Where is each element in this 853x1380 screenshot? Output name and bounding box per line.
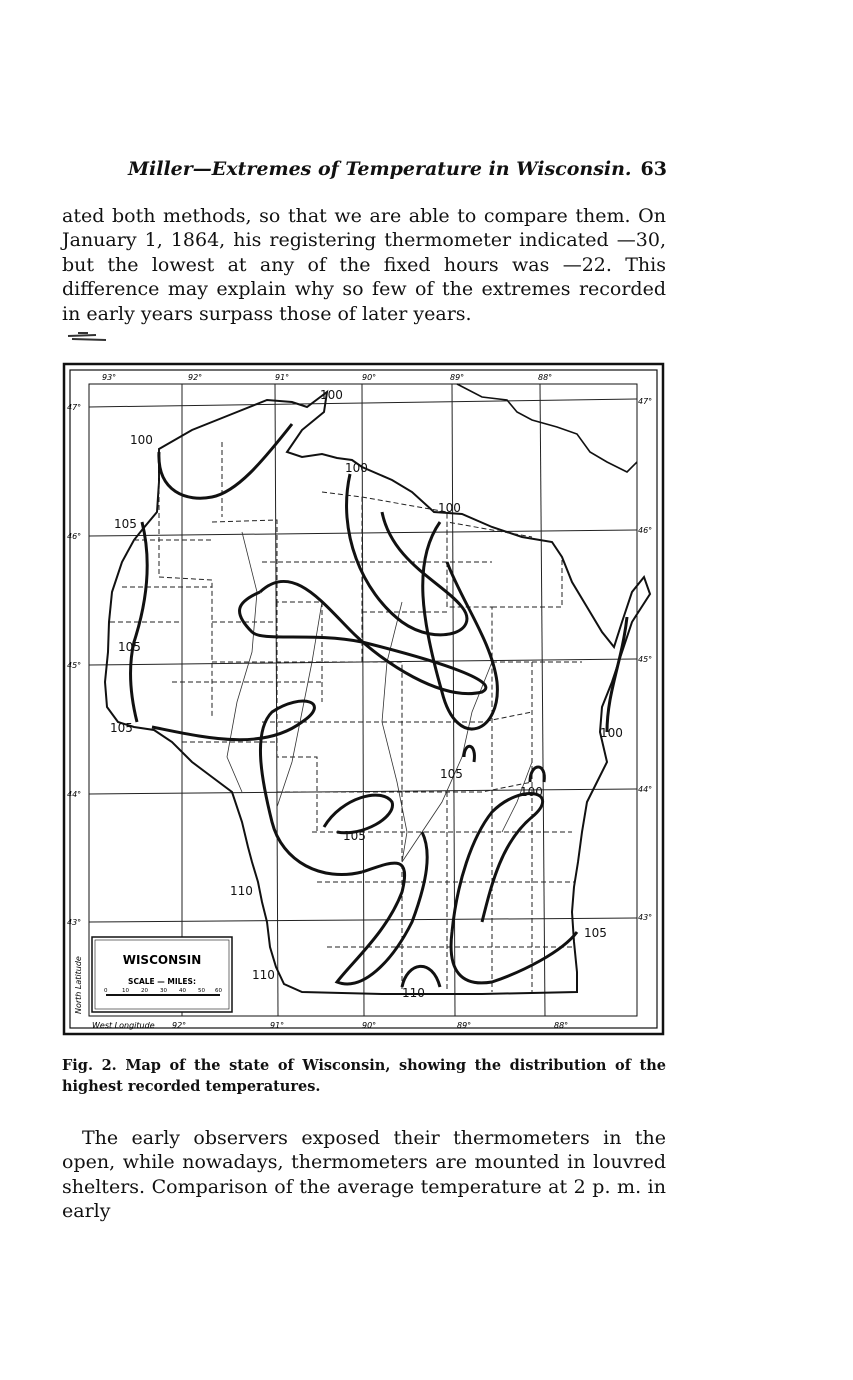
graticule <box>89 384 637 1016</box>
wisconsin-map <box>62 362 667 1039</box>
state-outline <box>105 392 653 994</box>
scale-ticks <box>104 988 222 994</box>
map-label: 92° <box>188 373 203 382</box>
map-label: 110 <box>402 986 425 1000</box>
isotherm-100-lakeshore <box>607 617 627 732</box>
figure-caption: Fig. 2. Map of the state of Wisconsin, showing the distribution of the highest recorded temperatures. <box>62 1057 666 1095</box>
isotherm-105-hook <box>464 746 474 762</box>
map-label: 93° <box>102 373 117 382</box>
map-label: 100 <box>600 726 623 740</box>
wisconsin-map-figure <box>62 362 667 1039</box>
map-label: 0 <box>104 988 108 994</box>
map-label: 105 <box>114 517 137 531</box>
map-label: 100 <box>438 501 461 515</box>
latitude-label: North Latitude <box>74 956 83 1014</box>
map-label: 100 <box>130 433 153 447</box>
map-label: 100 <box>520 785 543 799</box>
printer-mark <box>66 330 112 344</box>
map-label: 105 <box>118 640 141 654</box>
isotherm-110-bottom <box>402 966 440 987</box>
map-label: 90° <box>362 373 377 382</box>
map-label: 92° <box>172 1021 187 1030</box>
isotherms <box>131 424 627 987</box>
map-label: 88° <box>554 1021 569 1030</box>
map-label: 89° <box>457 1021 472 1030</box>
running-title: Miller—Extremes of Temperature in Wisconsin. <box>128 158 632 180</box>
map-label: 105 <box>440 767 463 781</box>
map-label: 100 <box>320 388 343 402</box>
map-label: 46° <box>67 532 82 541</box>
isotherm-labels <box>110 388 623 1000</box>
county-lines <box>110 442 582 992</box>
rivers <box>227 532 532 862</box>
isotherm-105-southeast <box>451 793 577 982</box>
isotherm-100-east <box>423 522 498 729</box>
longitude-bottom-labels <box>92 1021 568 1030</box>
map-label: 44° <box>67 790 82 799</box>
map-label: 105 <box>343 829 366 843</box>
isotherm-100-north-central <box>347 474 467 635</box>
page-number: 63 <box>640 158 667 180</box>
map-label: 44° <box>638 785 653 794</box>
longitude-label: West Longitude <box>92 1021 155 1030</box>
map-label: 105 <box>110 721 133 735</box>
map-label: 10 <box>122 988 129 994</box>
map-label: 47° <box>67 403 82 412</box>
map-label: 110 <box>252 968 275 982</box>
paragraph-first: ated both methods, so that we are able to compare them. On January 1, 1864, his registering thermometer indicated —30, but the lowest at any of the fixed hours was —22. This difference may explain why so few of the extremes recorded in early years surpass those of later years. <box>62 205 666 325</box>
isotherm-105-small-loop <box>324 795 392 833</box>
map-label: 45° <box>638 655 653 664</box>
isotherm-100-northwest <box>159 424 292 498</box>
map-label: 40 <box>179 988 186 994</box>
map-label: 30 <box>160 988 167 994</box>
map-label: 105 <box>584 926 607 940</box>
running-header <box>128 158 673 180</box>
map-label: 91° <box>270 1021 285 1030</box>
map-label: 45° <box>67 661 82 670</box>
isotherm-100-small-loop <box>530 767 544 782</box>
upper-michigan-line <box>457 384 637 472</box>
map-label: 43° <box>638 913 653 922</box>
map-label: 20 <box>141 988 148 994</box>
map-label: 91° <box>275 373 290 382</box>
paragraph-second: The early observers exposed their thermometers in the open, while nowadays, thermometers are mounted in louvred shelters. Comparison of the average temperature at 2 p. m. in early <box>62 1127 666 1223</box>
map-title: WISCONSIN <box>122 953 202 967</box>
latitude-right-labels <box>638 397 652 922</box>
map-label: 88° <box>538 373 553 382</box>
map-legend-box <box>92 937 232 1012</box>
map-label: 89° <box>450 373 465 382</box>
scale-label: SCALE — MILES: <box>128 977 196 986</box>
map-label: 50 <box>198 988 205 994</box>
map-label: 60 <box>215 988 222 994</box>
map-label: 110 <box>230 884 253 898</box>
longitude-top-labels <box>102 373 552 382</box>
map-label: 47° <box>638 397 653 406</box>
isotherm-110-south <box>337 832 427 984</box>
latitude-left-labels <box>67 403 81 927</box>
map-label: 46° <box>638 526 653 535</box>
isotherm-105-southwest <box>152 701 362 874</box>
map-label: 90° <box>362 1021 377 1030</box>
map-label: 100 <box>345 461 368 475</box>
map-label: 43° <box>67 918 82 927</box>
